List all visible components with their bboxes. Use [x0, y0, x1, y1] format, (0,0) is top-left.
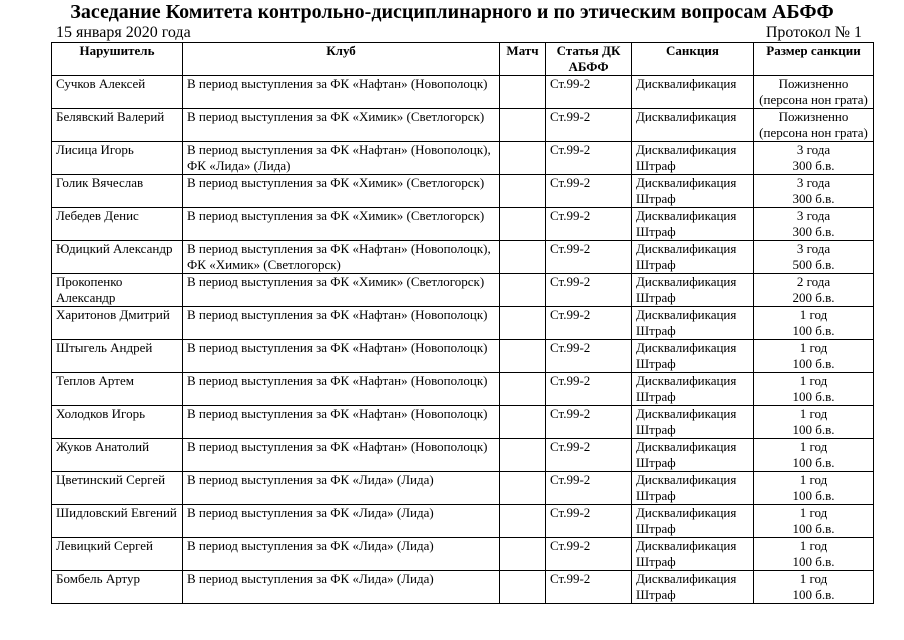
sanction-size-line: 300 б.в.	[792, 158, 835, 173]
match-cell	[500, 538, 546, 571]
violator-name: Прокопенко Александр	[52, 274, 183, 307]
table-row	[52, 274, 874, 307]
article-cell: Ст.99-2	[546, 406, 632, 439]
sanction-cell	[632, 274, 754, 307]
sanction-cell	[632, 76, 754, 109]
page-title: Заседание Комитета контрольно-дисциплинарного и по этическим вопросам АБФФ	[70, 1, 834, 23]
table-row	[52, 538, 874, 571]
table-row	[52, 307, 874, 340]
club-info: В период выступления за ФК «Лида» (Лида)	[183, 505, 500, 538]
club-info: В период выступления за ФК «Лида» (Лида)	[183, 571, 500, 604]
match-cell	[500, 274, 546, 307]
sanction-type: Дисквалификация	[636, 538, 737, 553]
sanction-type: Штраф	[636, 158, 676, 173]
sanction-cell	[632, 538, 754, 571]
sanction-size-cell	[754, 142, 874, 175]
violator-name: Голик Вячеслав	[52, 175, 183, 208]
sanction-size-line: 300 б.в.	[792, 191, 835, 206]
sanction-size-cell	[754, 109, 874, 142]
sanction-type: Штраф	[636, 521, 676, 536]
table-row	[52, 241, 874, 274]
article-cell: Ст.99-2	[546, 571, 632, 604]
sanction-size-line: 3 года	[796, 241, 831, 256]
sanction-size-line: 100 б.в.	[792, 587, 835, 602]
violator-name: Сучков Алексей	[52, 76, 183, 109]
sanction-type: Штраф	[636, 323, 676, 338]
match-cell	[500, 439, 546, 472]
sanction-size-cell	[754, 274, 874, 307]
sanction-size-cell	[754, 340, 874, 373]
club-info: В период выступления за ФК «Нафтан» (Новополоцк)	[183, 406, 500, 439]
sanction-type: Дисквалификация	[636, 241, 737, 256]
violator-name: Шидловский Евгений	[52, 505, 183, 538]
column-header-club: Клуб	[183, 43, 500, 76]
sanction-type: Дисквалификация	[636, 142, 737, 157]
match-cell	[500, 307, 546, 340]
sanction-size-line: 100 б.в.	[792, 389, 835, 404]
sanction-type: Дисквалификация	[636, 175, 737, 190]
violator-name: Штыгель Андрей	[52, 340, 183, 373]
table-row	[52, 373, 874, 406]
article-cell: Ст.99-2	[546, 208, 632, 241]
violator-name: Бомбель Артур	[52, 571, 183, 604]
article-cell: Ст.99-2	[546, 76, 632, 109]
match-cell	[500, 208, 546, 241]
match-cell	[500, 76, 546, 109]
table-row	[52, 472, 874, 505]
sanction-size-cell	[754, 241, 874, 274]
article-cell: Ст.99-2	[546, 142, 632, 175]
sanction-size-cell	[754, 76, 874, 109]
sanction-cell	[632, 208, 754, 241]
sanctions-table	[51, 42, 874, 604]
match-cell	[500, 241, 546, 274]
club-info: В период выступления за ФК «Химик» (Светлогорск)	[183, 208, 500, 241]
sanction-type: Штраф	[636, 554, 676, 569]
article-cell: Ст.99-2	[546, 241, 632, 274]
table-row	[52, 571, 874, 604]
sanction-cell	[632, 439, 754, 472]
match-cell	[500, 373, 546, 406]
club-info: В период выступления за ФК «Нафтан» (Новополоцк)	[183, 340, 500, 373]
sanction-size-line: Пожизненно	[778, 76, 849, 91]
sanction-type: Штраф	[636, 290, 676, 305]
sanction-type: Дисквалификация	[636, 208, 737, 223]
sanction-size-cell	[754, 571, 874, 604]
sanction-type: Штраф	[636, 455, 676, 470]
sanction-size-line: 200 б.в.	[792, 290, 835, 305]
sanction-type: Штраф	[636, 356, 676, 371]
sanction-size-line: 3 года	[796, 175, 831, 190]
sanction-size-line: 1 год	[799, 472, 828, 487]
sanction-size-line: (персона нон грата)	[759, 92, 868, 107]
sanction-type: Штраф	[636, 191, 676, 206]
sanction-cell	[632, 505, 754, 538]
sanction-type: Штраф	[636, 488, 676, 503]
club-info: В период выступления за ФК «Лида» (Лида)	[183, 538, 500, 571]
sanction-cell	[632, 373, 754, 406]
violator-name: Холодков Игорь	[52, 406, 183, 439]
sanction-size-line: 100 б.в.	[792, 323, 835, 338]
sanction-cell	[632, 472, 754, 505]
table-row	[52, 175, 874, 208]
sanction-size-line: (персона нон грата)	[759, 125, 868, 140]
club-info: В период выступления за ФК «Нафтан» (Новополоцк)	[183, 76, 500, 109]
table-row	[52, 406, 874, 439]
sanction-size-line: Пожизненно	[778, 109, 849, 124]
sanction-cell	[632, 307, 754, 340]
match-cell	[500, 142, 546, 175]
sanction-size-line: 1 год	[799, 373, 828, 388]
match-cell	[500, 109, 546, 142]
sanction-cell	[632, 340, 754, 373]
sanction-size-cell	[754, 208, 874, 241]
club-info: В период выступления за ФК «Химик» (Светлогорск)	[183, 109, 500, 142]
column-header-sanction-size: Размер санкции	[754, 43, 874, 76]
sanction-type: Дисквалификация	[636, 307, 737, 322]
table-row	[52, 340, 874, 373]
sanction-size-line: 1 год	[799, 340, 828, 355]
article-cell: Ст.99-2	[546, 307, 632, 340]
match-cell	[500, 472, 546, 505]
table-row	[52, 439, 874, 472]
sanction-type: Штраф	[636, 224, 676, 239]
sanction-type: Дисквалификация	[636, 373, 737, 388]
sanction-cell	[632, 241, 754, 274]
table-row	[52, 109, 874, 142]
sanction-cell	[632, 142, 754, 175]
violator-name: Цветинский Сергей	[52, 472, 183, 505]
sanction-size-cell	[754, 373, 874, 406]
table-row	[52, 208, 874, 241]
sanction-type: Дисквалификация	[636, 340, 737, 355]
club-info: В период выступления за ФК «Химик» (Светлогорск)	[183, 274, 500, 307]
column-header-match: Матч	[500, 43, 546, 76]
article-cell: Ст.99-2	[546, 505, 632, 538]
match-cell	[500, 340, 546, 373]
violator-name: Юдицкий Александр	[52, 241, 183, 274]
club-info: В период выступления за ФК «Нафтан» (Новополоцк)	[183, 439, 500, 472]
sanction-type: Дисквалификация	[636, 571, 737, 586]
sanction-type: Дисквалификация	[636, 439, 737, 454]
club-info: В период выступления за ФК «Нафтан» (Новополоцк)	[183, 307, 500, 340]
article-cell: Ст.99-2	[546, 439, 632, 472]
sanction-size-line: 100 б.в.	[792, 554, 835, 569]
sanction-size-line: 1 год	[799, 307, 828, 322]
sanction-size-line: 100 б.в.	[792, 422, 835, 437]
sanction-cell	[632, 406, 754, 439]
article-cell: Ст.99-2	[546, 340, 632, 373]
sanction-type: Дисквалификация	[636, 76, 737, 91]
sanction-size-cell	[754, 406, 874, 439]
sanction-size-line: 1 год	[799, 571, 828, 586]
article-cell: Ст.99-2	[546, 109, 632, 142]
sanction-type: Дисквалификация	[636, 274, 737, 289]
club-info: В период выступления за ФК «Нафтан» (Новополоцк), ФК «Лида» (Лида)	[183, 142, 500, 175]
sanction-size-line: 100 б.в.	[792, 521, 835, 536]
table-row	[52, 142, 874, 175]
match-cell	[500, 406, 546, 439]
sanction-size-line: 3 года	[796, 142, 831, 157]
sanction-type: Дисквалификация	[636, 109, 737, 124]
sanction-size-line: 100 б.в.	[792, 455, 835, 470]
meeting-date: 15 января 2020 года	[56, 24, 191, 41]
sanction-type: Дисквалификация	[636, 472, 737, 487]
sanction-size-line: 2 года	[796, 274, 831, 289]
violator-name: Теплов Артем	[52, 373, 183, 406]
sanction-type: Штраф	[636, 587, 676, 602]
table-row	[52, 505, 874, 538]
sanction-cell	[632, 175, 754, 208]
violator-name: Жуков Анатолий	[52, 439, 183, 472]
article-cell: Ст.99-2	[546, 538, 632, 571]
sanction-size-line: 100 б.в.	[792, 488, 835, 503]
sanction-type: Дисквалификация	[636, 505, 737, 520]
sanction-size-line: 1 год	[799, 406, 828, 421]
sanction-cell	[632, 109, 754, 142]
article-cell: Ст.99-2	[546, 274, 632, 307]
sanction-size-line: 500 б.в.	[792, 257, 835, 272]
sanction-cell	[632, 571, 754, 604]
sanction-size-cell	[754, 472, 874, 505]
match-cell	[500, 175, 546, 208]
sanction-type: Штраф	[636, 389, 676, 404]
violator-name: Лебедев Денис	[52, 208, 183, 241]
match-cell	[500, 571, 546, 604]
sanction-size-line: 1 год	[799, 439, 828, 454]
table-row	[52, 76, 874, 109]
sanction-type: Дисквалификация	[636, 406, 737, 421]
table-header-row	[52, 43, 874, 76]
violator-name: Лисица Игорь	[52, 142, 183, 175]
sanction-size-cell	[754, 439, 874, 472]
sanction-size-cell	[754, 307, 874, 340]
sanction-size-cell	[754, 538, 874, 571]
sanction-type: Штраф	[636, 422, 676, 437]
sanction-size-line: 3 года	[796, 208, 831, 223]
sanction-size-cell	[754, 175, 874, 208]
violator-name: Белявский Валерий	[52, 109, 183, 142]
club-info: В период выступления за ФК «Нафтан» (Новополоцк), ФК «Химик» (Светлогорск)	[183, 241, 500, 274]
violator-name: Левицкий Сергей	[52, 538, 183, 571]
column-header-sanction: Санкция	[632, 43, 754, 76]
sanction-size-line: 1 год	[799, 538, 828, 553]
column-header-article: Статья ДК АБФФ	[546, 43, 632, 76]
article-cell: Ст.99-2	[546, 472, 632, 505]
club-info: В период выступления за ФК «Химик» (Светлогорск)	[183, 175, 500, 208]
protocol-number: Протокол № 1	[765, 24, 862, 41]
sanction-size-line: 1 год	[799, 505, 828, 520]
club-info: В период выступления за ФК «Лида» (Лида)	[183, 472, 500, 505]
column-header-violator: Нарушитель	[52, 43, 183, 76]
match-cell	[500, 505, 546, 538]
sanction-size-line: 100 б.в.	[792, 356, 835, 371]
sanction-size-line: 300 б.в.	[792, 224, 835, 239]
violator-name: Харитонов Дмитрий	[52, 307, 183, 340]
article-cell: Ст.99-2	[546, 373, 632, 406]
article-cell: Ст.99-2	[546, 175, 632, 208]
club-info: В период выступления за ФК «Нафтан» (Новополоцк)	[183, 373, 500, 406]
sanction-type: Штраф	[636, 257, 676, 272]
table-body	[52, 76, 874, 604]
sanction-size-cell	[754, 505, 874, 538]
